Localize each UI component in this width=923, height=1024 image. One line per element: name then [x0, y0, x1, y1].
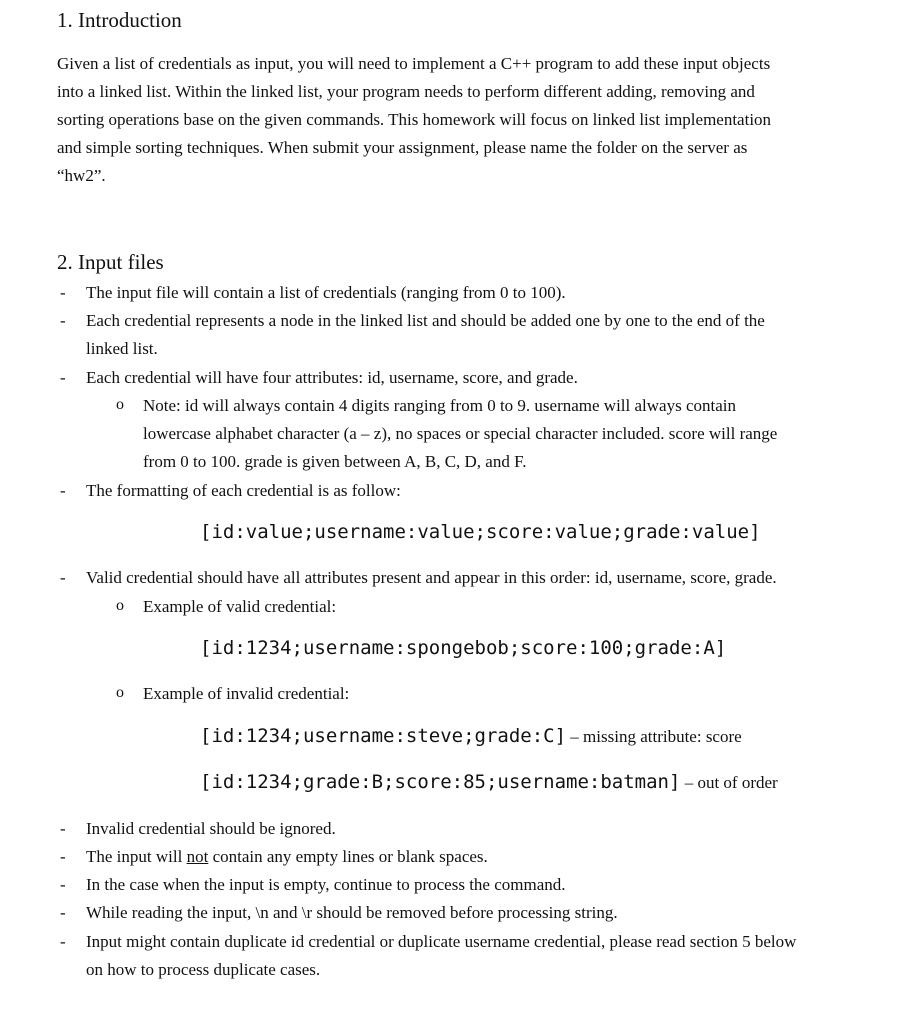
input-bullet-2-line-1: Each credential represents a node in the linked list and should be added one by one to the end of the: [86, 311, 765, 330]
input-bullet-3: Each credential will have four attributes: id, username, score, and grade.: [86, 368, 578, 387]
invalid-example-1-note: – missing attribute: score: [566, 727, 742, 746]
dash-marker: -: [60, 847, 66, 866]
circle-bullet: o: [116, 597, 124, 614]
input-bullet-7: [86, 847, 488, 867]
intro-line-2: into a linked list. Within the linked list, your program needs to perform different adding, removing and: [57, 82, 755, 101]
dash-marker: -: [60, 819, 66, 838]
circle-bullet: o: [116, 684, 124, 701]
input-bullet-10-line-2: on how to process duplicate cases.: [86, 960, 321, 979]
note-line-3: from 0 to 100. grade is given between A, B, C, D, and F.: [143, 452, 527, 471]
dash-marker: -: [60, 932, 66, 951]
circle-bullet: o: [116, 396, 124, 413]
invalid-example-1: [200, 725, 742, 747]
format-code: [id:value;username:value;score:value;grade:value]: [200, 521, 761, 543]
invalid-example-label: Example of invalid credential:: [143, 684, 350, 703]
intro-line-3: sorting operations base on the given commands. This homework will focus on linked list implementation: [57, 110, 772, 129]
section-1-heading: 1. Introduction: [57, 8, 182, 32]
input-bullet-9: While reading the input, \n and \r should be removed before processing string.: [86, 903, 618, 922]
input-bullet-4: The formatting of each credential is as follow:: [86, 481, 401, 500]
valid-example-code: [id:1234;username:spongebob;score:100;grade:A]: [200, 637, 727, 659]
intro-line-5: “hw2”.: [57, 166, 106, 185]
dash-marker: -: [60, 481, 66, 500]
invalid-example-2: [200, 771, 778, 793]
dash-marker: -: [60, 903, 66, 922]
input-bullet-7-pre: The input will: [86, 847, 187, 866]
invalid-example-1-code: [id:1234;username:steve;grade:C]: [200, 725, 567, 747]
dash-marker: -: [60, 368, 66, 387]
intro-line-1: Given a list of credentials as input, you will need to implement a C++ program to add these input objects: [57, 54, 771, 73]
invalid-example-2-note: – out of order: [680, 773, 778, 792]
input-bullet-6: Invalid credential should be ignored.: [86, 819, 336, 838]
dash-marker: -: [60, 568, 66, 587]
note-line-1: Note: id will always contain 4 digits ranging from 0 to 9. username will always contain: [143, 396, 736, 415]
input-bullet-8: In the case when the input is empty, continue to process the command.: [86, 875, 566, 894]
valid-example-label: Example of valid credential:: [143, 597, 337, 616]
input-bullet-2-line-2: linked list.: [86, 339, 158, 358]
dash-marker: -: [60, 283, 66, 302]
dash-marker: -: [60, 311, 66, 330]
underlined-not: not: [186, 847, 209, 866]
note-line-2: lowercase alphabet character (a – z), no spaces or special character included. score will range: [143, 424, 778, 443]
intro-line-4: and simple sorting techniques. When submit your assignment, please name the folder on the server as: [57, 138, 748, 157]
invalid-example-2-code: [id:1234;grade:B;score:85;username:batman]: [200, 771, 681, 793]
dash-marker: -: [60, 875, 66, 894]
input-bullet-5: Valid credential should have all attributes present and appear in this order: id, username, score, grade.: [86, 568, 777, 587]
input-bullet-10-line-1: Input might contain duplicate id credential or duplicate username credential, please read section 5 below: [86, 932, 797, 951]
input-bullet-1: The input file will contain a list of credentials (ranging from 0 to 100).: [86, 283, 566, 302]
input-bullet-7-post: contain any empty lines or blank spaces.: [208, 847, 488, 866]
section-2-heading: 2. Input files: [57, 250, 164, 274]
